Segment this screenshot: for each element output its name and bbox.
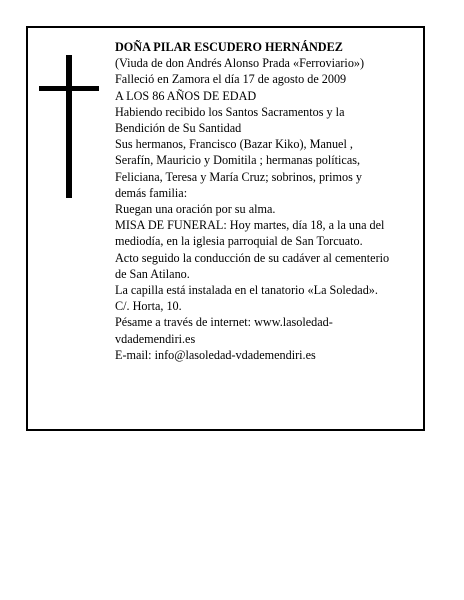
death-info: Falleció en Zamora el día 17 de agosto de 2009 bbox=[115, 72, 347, 87]
burial-line-1: Acto seguido la conducción de su cadáver al cementerio bbox=[115, 250, 390, 265]
family-line-4: demás familia: bbox=[115, 185, 188, 200]
age: A LOS 86 AÑOS DE EDAD bbox=[115, 88, 257, 103]
obituary-text bbox=[115, 39, 421, 363]
family-line-1: Sus hermanos, Francisco (Bazar Kiko), Manuel , bbox=[115, 137, 353, 152]
burial-line-2: de San Atilano. bbox=[115, 266, 190, 281]
funeral-line-1: MISA DE FUNERAL: Hoy martes, día 18, a la una del bbox=[115, 218, 385, 233]
funeral-line-2: mediodía, en la iglesia parroquial de San Torcuato. bbox=[115, 234, 363, 249]
obituary-notice bbox=[26, 26, 425, 431]
condolence-line-2: vdademendiri.es bbox=[115, 331, 196, 346]
family-line-2: Serafín, Mauricio y Domitila ; hermanas políticas, bbox=[115, 153, 361, 168]
family-line-3: Feliciana, Teresa y María Cruz; sobrinos, primos y bbox=[115, 169, 363, 184]
widow-of: (Viuda de don Andrés Alonso Prada «Ferroviario») bbox=[115, 56, 365, 71]
sacraments-line-1: Habiendo recibido los Santos Sacramentos y la bbox=[115, 104, 345, 119]
cross-icon-vertical-bar bbox=[66, 55, 72, 198]
chapel-line-2: C/. Horta, 10. bbox=[115, 299, 182, 314]
chapel-line-1: La capilla está instalada en el tanatorio «La Soledad». bbox=[115, 283, 378, 298]
deceased-name: DOÑA PILAR ESCUDERO HERNÁNDEZ bbox=[115, 40, 343, 54]
prayer-request: Ruegan una oración por su alma. bbox=[115, 202, 276, 217]
email-contact: E-mail: info@lasoledad-vdademendiri.es bbox=[115, 347, 316, 362]
condolence-line-1: Pésame a través de internet: www.lasoledad- bbox=[115, 315, 333, 330]
sacraments-line-2: Bendición de Su Santidad bbox=[115, 121, 242, 136]
cross-icon-horizontal-bar bbox=[39, 86, 99, 91]
